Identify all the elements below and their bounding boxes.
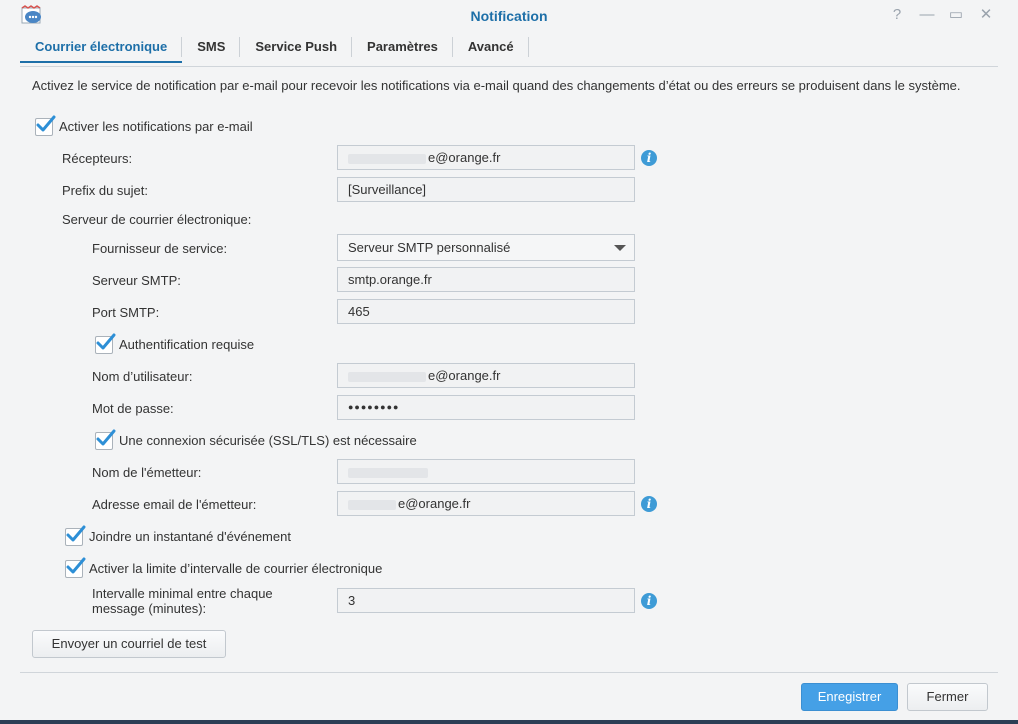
attach-snapshot-label: Joindre un instantané d'événement xyxy=(89,529,291,544)
dropdown-arrow-icon xyxy=(614,245,626,251)
smtp-port-field[interactable]: 465 xyxy=(337,299,635,324)
sender-email-field[interactable]: e@orange.fr xyxy=(337,491,635,516)
min-interval-label: Intervalle minimal entre chaque message (minutes): xyxy=(92,586,273,616)
checkmark-icon xyxy=(95,332,117,354)
recipients-field[interactable]: e@orange.fr xyxy=(337,145,635,170)
attach-snapshot-checkbox[interactable] xyxy=(65,528,83,546)
send-test-email-button[interactable]: Envoyer un courriel de test xyxy=(32,630,226,658)
checkmark-icon xyxy=(95,428,117,450)
tab-bar xyxy=(20,33,529,63)
subject-prefix-label: Prefix du sujet: xyxy=(62,183,148,198)
min-interval-field[interactable]: 3 xyxy=(337,588,635,613)
close-button[interactable]: Fermer xyxy=(907,683,988,711)
checkmark-icon xyxy=(65,524,87,546)
save-button[interactable]: Enregistrer xyxy=(801,683,898,711)
username-label: Nom d’utilisateur: xyxy=(92,369,193,384)
recipients-info-icon[interactable]: i xyxy=(641,150,657,166)
provider-label: Fournisseur de service: xyxy=(92,241,228,256)
provider-selected-value: Serveur SMTP personnalisé xyxy=(348,240,511,255)
provider-select[interactable] xyxy=(337,234,635,261)
recipients-label: Récepteurs: xyxy=(62,151,133,166)
description-text: Activez le service de notification par e-mail pour recevoir les notifications via e-mail quand des changements d’état ou des erreurs se produisent dans le système. xyxy=(32,78,961,93)
enable-email-label: Activer les notifications par e-mail xyxy=(59,119,253,134)
checkmark-icon xyxy=(35,114,57,136)
maximize-icon[interactable]: ▭ xyxy=(948,6,964,23)
close-icon[interactable]: ✕ xyxy=(979,6,993,23)
interval-limit-label: Activer la limite d’intervalle de courrier électronique xyxy=(89,561,383,576)
auth-required-checkbox[interactable] xyxy=(95,336,113,354)
smtp-port-label: Port SMTP: xyxy=(92,305,160,320)
sender-name-field[interactable] xyxy=(337,459,635,484)
sender-name-label: Nom de l'émetteur: xyxy=(92,465,202,480)
ssl-required-label: Une connexion sécurisée (SSL/TLS) est nécessaire xyxy=(119,433,417,448)
title-bar xyxy=(0,0,1018,32)
min-interval-info-icon[interactable]: i xyxy=(641,593,657,609)
interval-limit-checkbox[interactable] xyxy=(65,560,83,578)
username-field[interactable]: e@orange.fr xyxy=(337,363,635,388)
help-icon[interactable]: ? xyxy=(892,6,902,23)
sender-email-info-icon[interactable]: i xyxy=(641,496,657,512)
window-bottom-edge xyxy=(0,720,1018,724)
mail-server-heading: Serveur de courrier électronique: xyxy=(62,212,252,227)
tab-settings[interactable]: Paramètres xyxy=(352,33,453,61)
password-field[interactable]: ●●●●●●●● xyxy=(337,395,635,420)
ssl-required-checkbox[interactable] xyxy=(95,432,113,450)
tab-email[interactable]: Courrier électronique xyxy=(20,33,182,61)
enable-email-checkbox[interactable] xyxy=(35,118,53,136)
minimize-icon[interactable]: — xyxy=(919,6,935,23)
auth-required-label: Authentification requise xyxy=(119,337,255,352)
password-label: Mot de passe: xyxy=(92,401,174,416)
smtp-server-field[interactable]: smtp.orange.fr xyxy=(337,267,635,292)
tab-sms[interactable]: SMS xyxy=(182,33,240,61)
tab-advanced[interactable]: Avancé xyxy=(453,33,529,61)
subject-prefix-field[interactable]: [Surveillance] xyxy=(337,177,635,202)
smtp-server-label: Serveur SMTP: xyxy=(92,273,181,288)
checkmark-icon xyxy=(65,556,87,578)
window-title: Notification xyxy=(470,8,548,24)
sender-email-label: Adresse email de l'émetteur: xyxy=(92,497,257,512)
tab-push-service[interactable]: Service Push xyxy=(240,33,352,61)
tab-divider xyxy=(20,66,998,67)
footer-divider xyxy=(20,672,998,673)
